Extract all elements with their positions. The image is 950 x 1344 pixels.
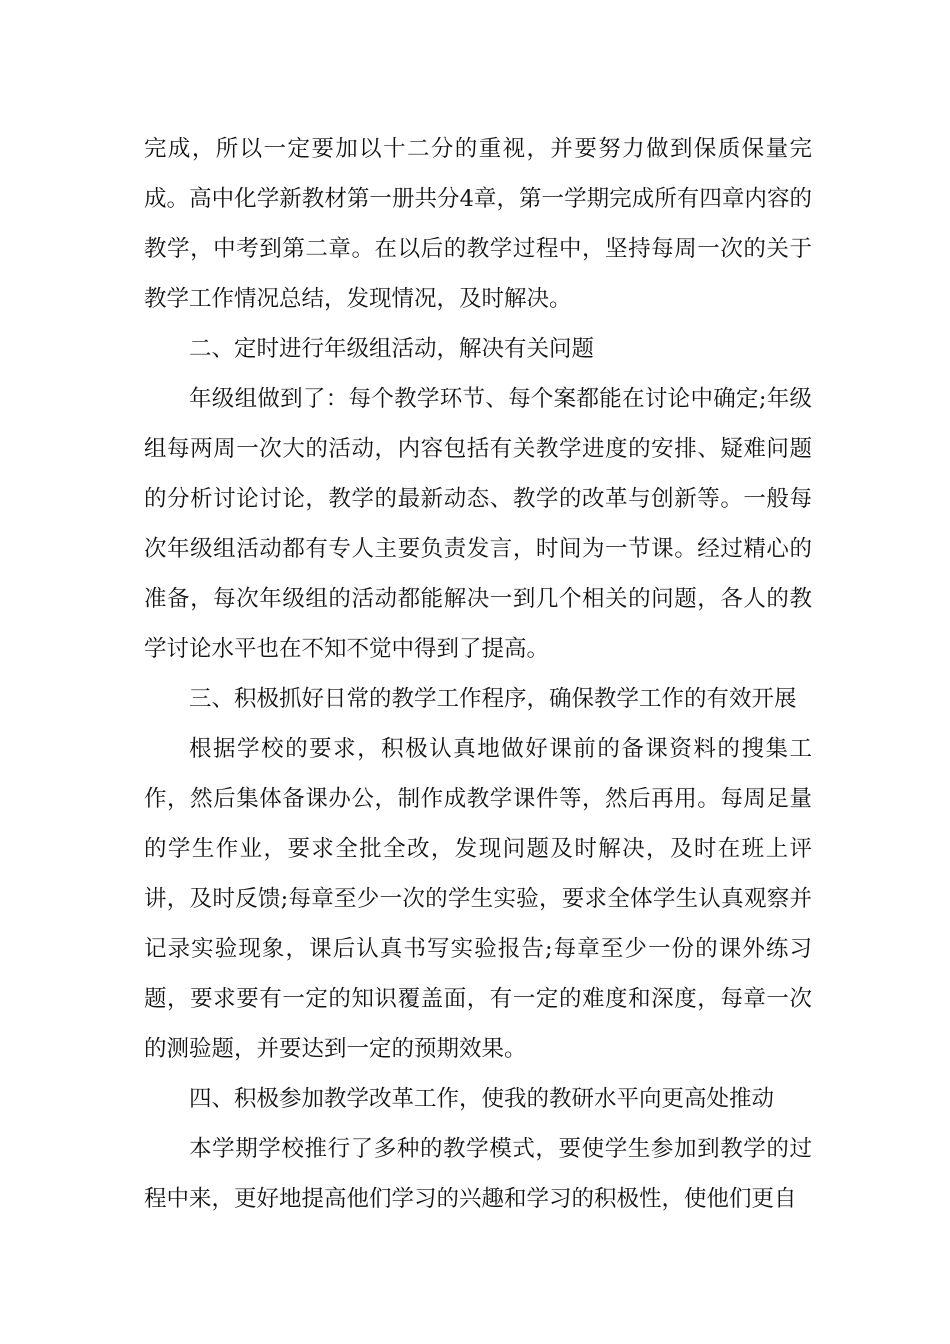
section-heading-4: 四、积极参加教学改革工作，使我的教研水平向更高处推动 (189, 1086, 775, 1112)
paragraph-continued: 完成，所以一定要加以十二分的重视，并要努力做到保质保量完成。高中化学新教材第一册共分4章，第一学期完成所有四章内容的教学，中考到第二章。在以后的教学过程中，坚持每周一次的关于教学工作情况总结，发现情况，及时解决。 (144, 136, 812, 312)
document-page (144, 124, 812, 1224)
paragraph-grade-group: 年级组做到了：每个教学环节、每个案都能在讨论中确定;年级组每两周一次大的活动，内容包括有关教学进度的安排、疑难问题的分析讨论讨论，教学的最新动态、教学的改革与创新等。一般每次年级组活动都有专人主要负责发言，时间为一节课。经过精心的准备，每次年级组的活动都能解决一到几个相关的问题，各人的教学讨论水平也在不知不觉中得到了提高。 (144, 386, 812, 662)
paragraph-teaching-procedures: 根据学校的要求，积极认真地做好课前的备课资料的搜集工作，然后集体备课办公，制作成教学课件等，然后再用。每周足量的学生作业，要求全批全改，发现问题及时解决，及时在班上评讲，及时反馈;每章至少一次的学生实验，要求全体学生认真观察并记录实验现象，课后认真书写实验报告;每章至少一份的课外练习题，要求要有一定的知识覆盖面，有一定的难度和深度，每章一次的测验题，并要达到一定的预期效果。 (144, 736, 812, 1062)
section-heading-3: 三、积极抓好日常的教学工作程序，确保教学工作的有效开展 (189, 686, 797, 712)
section-heading-2: 二、定时进行年级组活动，解决有关问题 (189, 336, 595, 362)
paragraph-teaching-reform: 本学期学校推行了多种的教学模式，要使学生参加到教学的过程中来，更好地提高他们学习的兴趣和学习的积极性，使他们更自 (144, 1136, 812, 1212)
